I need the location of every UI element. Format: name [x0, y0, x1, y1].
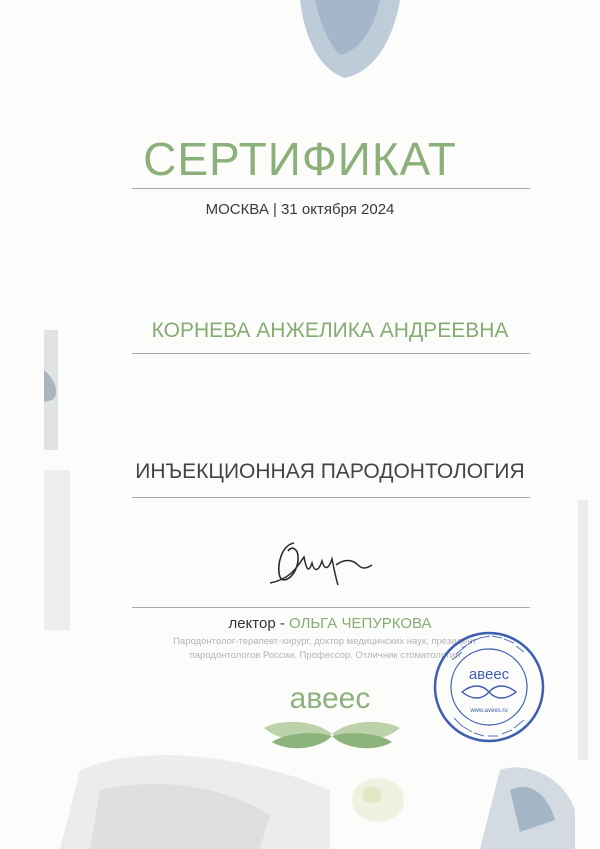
- svg-text:авеес: авеес: [468, 666, 510, 683]
- name-divider: [132, 353, 530, 354]
- lecturer-description-line1: Пародонтолог-терапевт-хирург, доктор медицинских наук, президент: [173, 636, 477, 647]
- lecturer-divider: [132, 607, 530, 608]
- lecturer-signature: [262, 535, 377, 590]
- avees-leaf-logo: [262, 716, 402, 752]
- course-title: ИНЪЕКЦИОННАЯ ПАРОДОНТОЛОГИЯ: [135, 460, 525, 483]
- lecturer-description-line2: пародонтологов России. Профессор. Отличник стоматологии: [189, 650, 461, 661]
- recipient-name: КОРНЕВА АНЖЕЛИКА АНДРЕЕВНА: [151, 319, 509, 342]
- lecturer-prefix: лектор -: [228, 615, 289, 632]
- course-divider: [132, 497, 530, 498]
- svg-text:www.avees.ru: www.avees.ru: [470, 708, 508, 714]
- lecturer-name: ОЛЬГА ЧЕПУРКОВА: [289, 615, 432, 632]
- place-and-date: МОСКВА | 31 октября 2024: [205, 201, 395, 218]
- certificate-title: СЕРТИФИКАТ: [143, 133, 457, 185]
- title-divider: [132, 188, 530, 189]
- avees-logo-text: авеес: [289, 682, 371, 715]
- organization-stamp: [432, 630, 546, 744]
